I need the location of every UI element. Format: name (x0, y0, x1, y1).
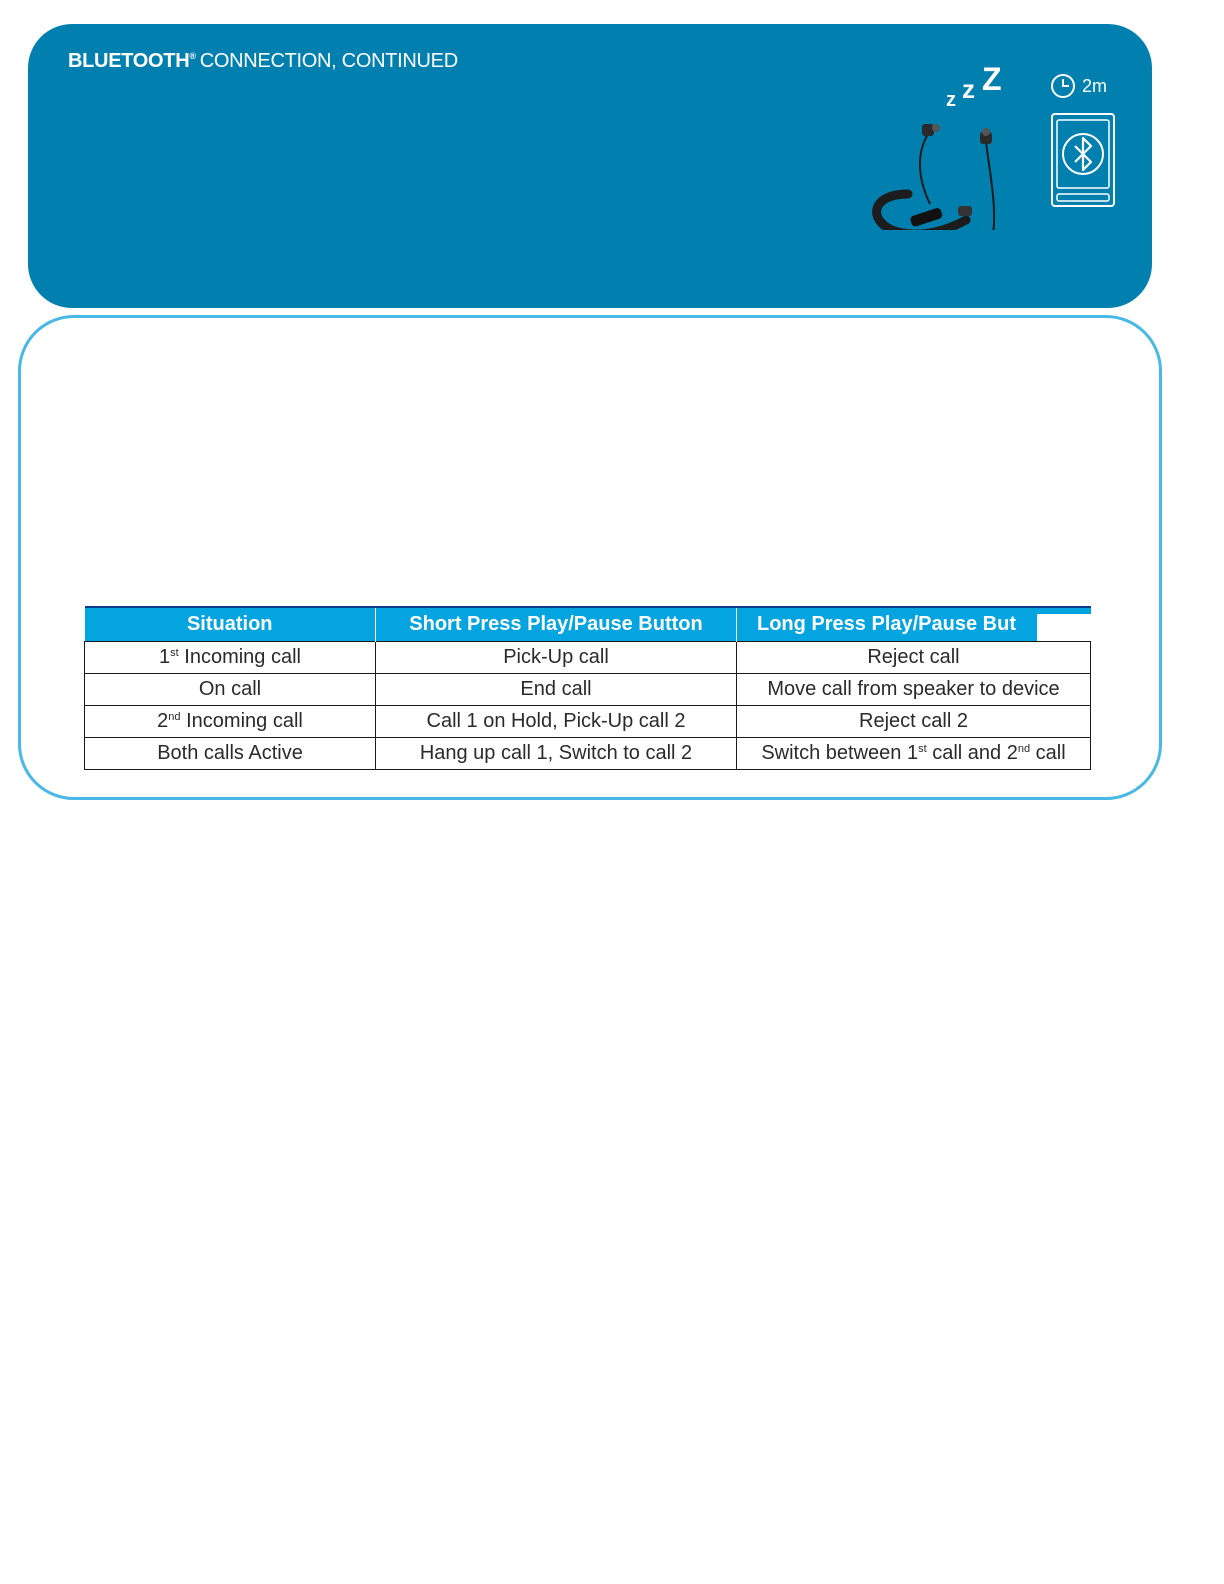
sleep-zzz-icon (946, 61, 1002, 111)
ordinal-suffix: st (918, 743, 927, 755)
long-text-a: Switch between 1 (761, 742, 919, 764)
title-bold: BLUETOOTH (68, 50, 190, 72)
header-banner (28, 24, 1152, 308)
neckband-earphones-icon (858, 54, 1008, 230)
ordinal-suffix: nd (1017, 743, 1031, 755)
cell-long-press: Move call from speaker to device (737, 674, 1091, 706)
ordinal-suffix: st (170, 647, 179, 659)
section-title (68, 50, 458, 73)
cell-situation (85, 642, 376, 674)
clock-icon (1050, 73, 1076, 99)
table-row (85, 706, 1091, 738)
ordinal-suffix: nd (168, 711, 181, 723)
cell-long-press: Reject call (737, 642, 1091, 674)
situation-text: On call (198, 678, 262, 700)
registered-mark: ® (189, 51, 196, 62)
phone-bluetooth-icon (1050, 112, 1116, 210)
ordinal-number: 1 (159, 646, 171, 668)
long-text-b: call and 2 (926, 742, 1018, 764)
long-text-c: call (1030, 742, 1066, 764)
call-controls-table (84, 606, 1091, 770)
cell-long-press: Reject call 2 (737, 706, 1091, 738)
sleep-z-large: Z (982, 61, 1002, 97)
situation-text: Both calls Active (157, 742, 303, 764)
cell-situation (85, 738, 376, 770)
header-situation: Situation (85, 607, 376, 642)
timer-indicator (1050, 72, 1107, 100)
cell-long-press (737, 738, 1091, 770)
cell-short-press: Call 1 on Hold, Pick-Up call 2 (376, 706, 737, 738)
situation-text: Incoming call (184, 646, 301, 668)
cell-short-press: End call (376, 674, 737, 706)
cell-situation (85, 706, 376, 738)
header-long-press: Long Press Play/Pause But (737, 607, 1091, 642)
sleep-z-small: z (946, 89, 956, 111)
table-row (85, 738, 1091, 770)
header-short-press: Short Press Play/Pause Button (376, 607, 737, 642)
title-rest: CONNECTION, CONTINUED (199, 50, 458, 72)
cell-situation (85, 674, 376, 706)
table-header-row (85, 607, 1091, 642)
cell-short-press: Hang up call 1, Switch to call 2 (376, 738, 737, 770)
timer-label: 2m (1082, 75, 1108, 96)
table-row (85, 642, 1091, 674)
table-row (85, 674, 1091, 706)
ordinal-number: 2 (157, 710, 169, 732)
situation-text: Incoming call (186, 710, 303, 732)
cell-short-press: Pick-Up call (376, 642, 737, 674)
sleep-z-medium: z (962, 74, 975, 104)
